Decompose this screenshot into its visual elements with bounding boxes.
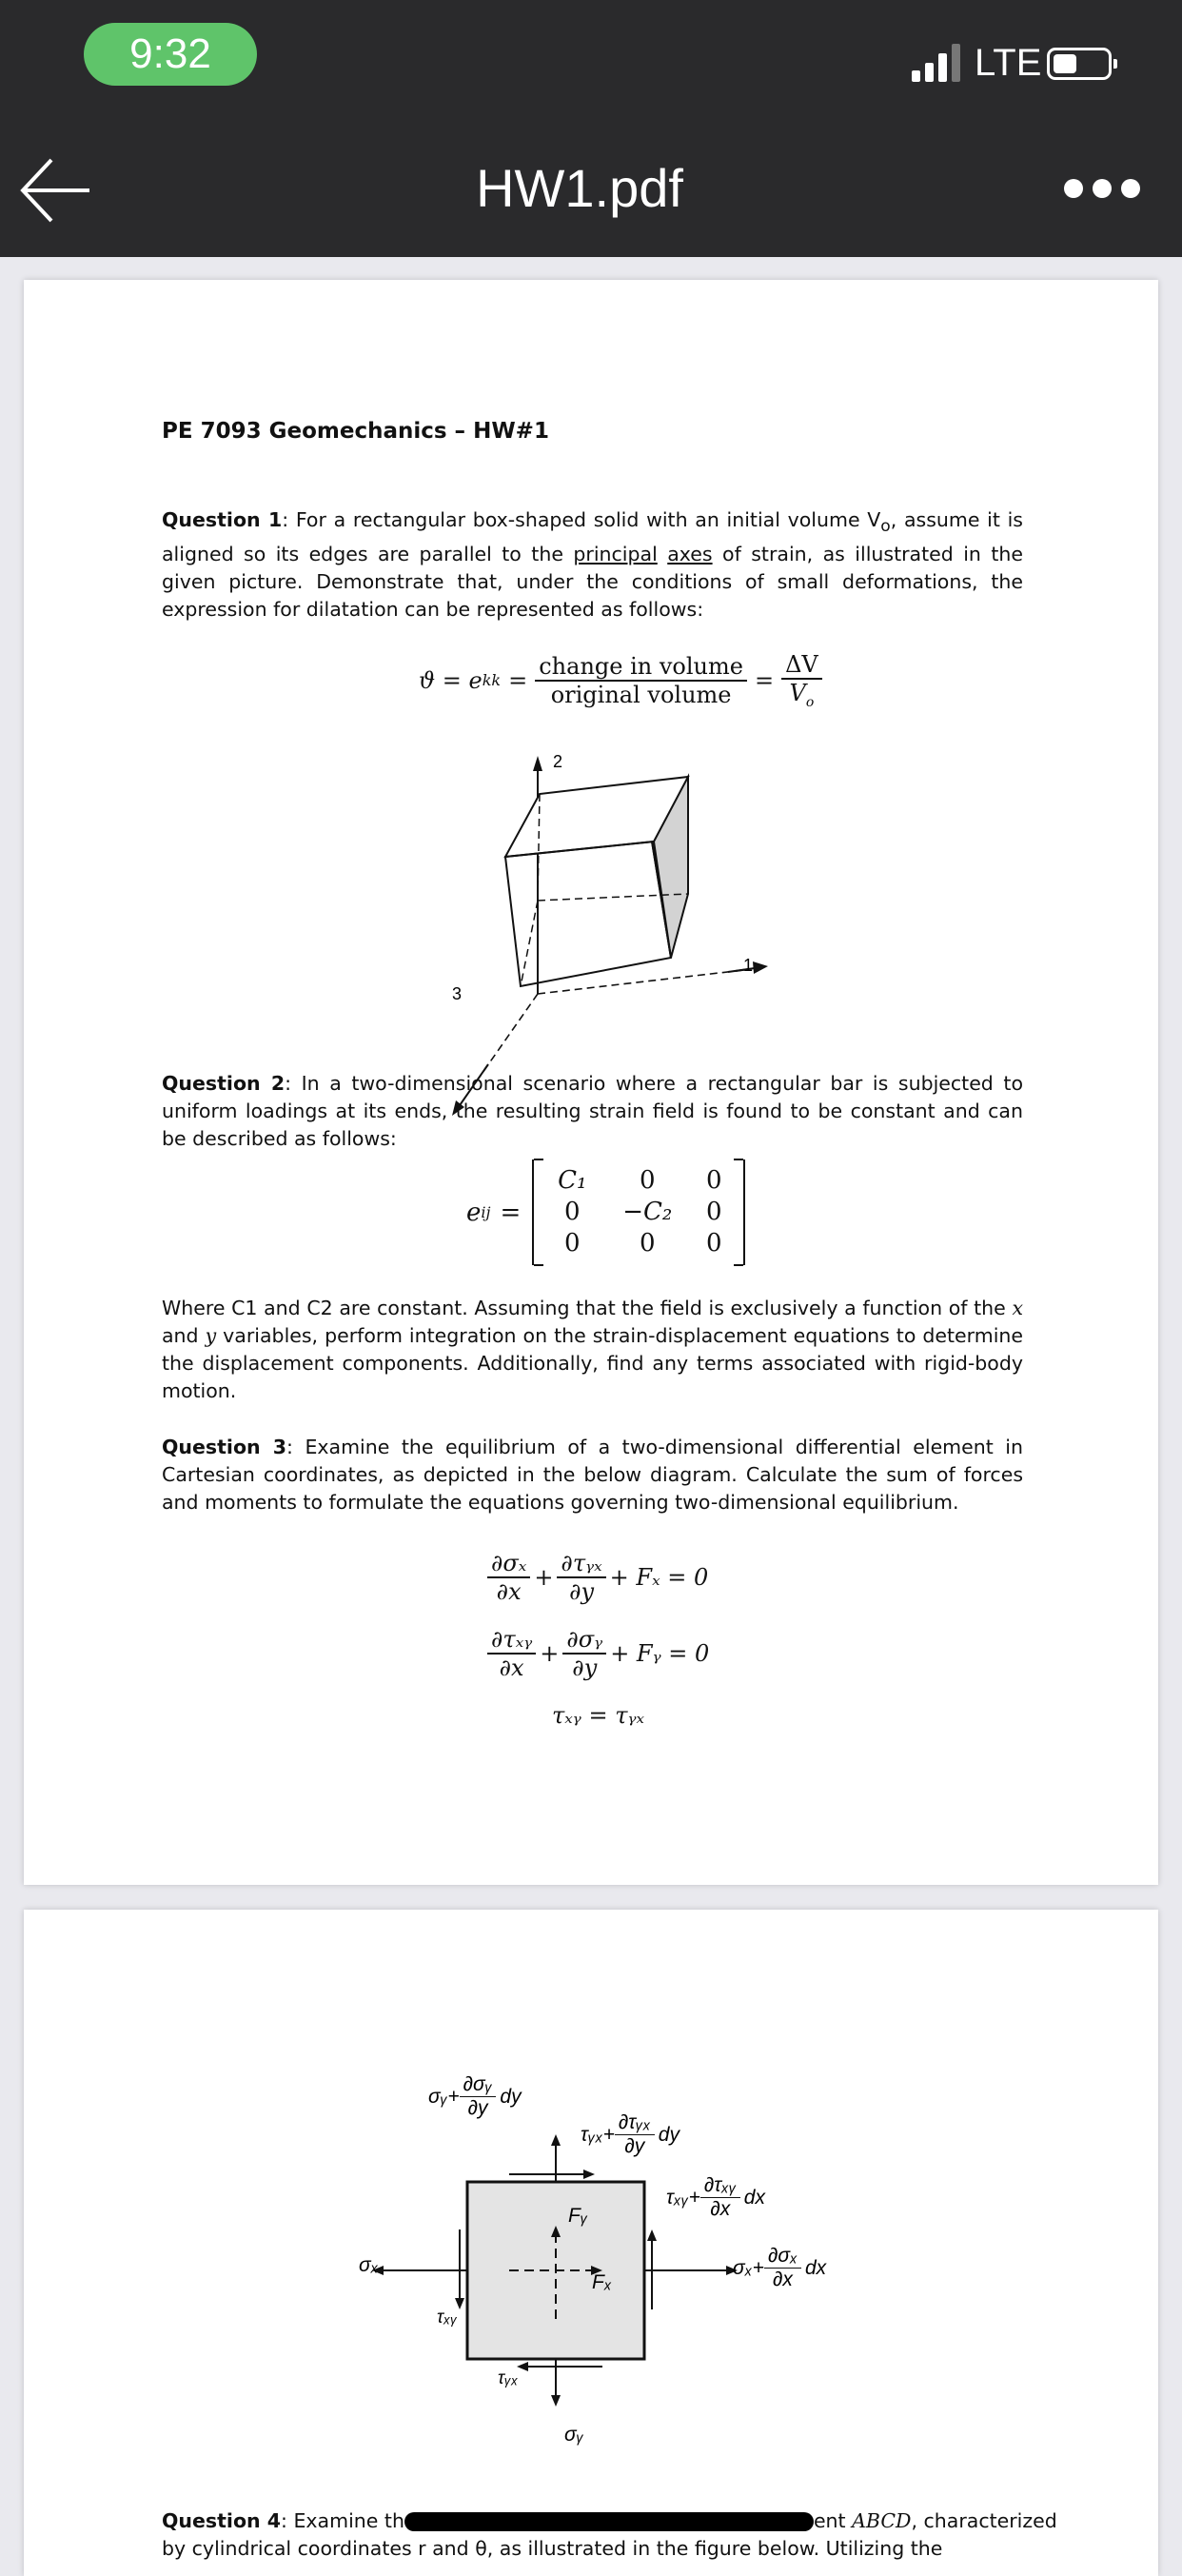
question-1-label: Question 1 [162,508,283,531]
top-shear-stress-label [581,2111,680,2158]
question-1-text [162,506,1023,624]
eq-lhs-sub: kk [482,671,502,690]
axis-1-label: 1 [743,956,754,975]
axes-link[interactable]: axes [667,543,713,566]
eq1-d2: ∂y [569,1578,595,1605]
delta-den-sub: o [805,694,815,710]
question-4-text [162,2507,1057,2563]
q2-x: x [1012,1297,1023,1319]
q1-text-c: of strain, as illustrated in the given picture. Demonstrate that, under the conditions of small deformations, the expression for dilatation can be represented as follows: [162,543,1023,622]
dilatation-equation: ϑ = e kk = $\frac{\text{change in volume}}{\text{original volume}}$ = $\frac{\Delta V}{V_o}$ [419,651,822,710]
strain-matrix-equation: e ij = C₁ 0 0 0 −C₂ 0 0 0 0 [466,1159,745,1265]
principal-link[interactable]: principal [573,543,658,566]
q1-text-a: : For a rectangular box-shaped solid with an initial volume V [282,508,881,531]
m13: 0 [705,1166,722,1195]
sx-d: dx [804,2256,827,2279]
q1-text-b: , assume it is aligned so its edges are parallel to the [162,508,1023,566]
eq2-n1: ∂τₓᵧ [487,1626,536,1655]
q4-abcd: ABCD [852,2509,912,2532]
q4-line-2: by cylindrical coordinates r and θ, as illustrated in the figure below. Utilizing the [162,2537,943,2560]
question-4-label: Question 4 [162,2509,282,2532]
q4-text-b: ent [813,2509,853,2532]
eq1-n2: ∂τᵧₓ [557,1550,605,1578]
battery-icon [1047,48,1112,80]
q1-sub-o: o [880,517,891,537]
time-pill[interactable] [84,23,257,86]
question-3-text [162,1434,1023,1516]
eq1-rest: + Fₓ = 0 [609,1564,709,1591]
equilibrium-equation-x: $\frac{\text{∂σₓ}}{\partial x}$ + $\frac{\text{∂τᵧₓ}}{\partial y}$ + Fₓ = 0 [487,1550,708,1605]
m22: −C₂ [622,1198,673,1226]
tyx-d: dy [658,2123,680,2146]
cellular-signal-icon [912,42,963,82]
tyx-top: τᵧₓ+ [581,2123,615,2146]
sx-num: ∂σₓ [764,2245,801,2269]
m11: C₁ [558,1166,587,1195]
q2-after-a: Where C1 and C2 are constant. Assuming that the field is exclusively a function of the [162,1297,1013,1319]
top-d: dy [500,2085,522,2108]
eq-lhs: ϑ = e [419,666,483,694]
document-title: HW1.pdf [476,158,683,218]
sx-den: ∂x [773,2269,793,2290]
matrix-lhs-sub: ij [481,1203,491,1221]
shear-symmetry-equation: τₓᵧ = τᵧₓ [552,1702,645,1729]
q4-text-c: , characterized [911,2509,1057,2532]
q3-text: : Examine the equilibrium of a two-dimensional differential element in Cartesian coordinates, as depicted in the below diagram. Calculate the sum of forces and moments to formulate the equations governing two-dimensional equilibrium. [162,1436,1023,1514]
clock-time: 9:32 [129,30,211,77]
txy-d: dx [743,2186,765,2209]
left-normal-stress-label: σₓ [359,2254,379,2276]
pdf-page-2 [24,1910,1158,2576]
tyx-den: ∂y [624,2135,645,2157]
txy-num: ∂τₓᵧ [700,2174,740,2198]
pdf-page-1 [24,280,1158,1885]
axis-3-label: 3 [452,984,463,1003]
question-3-label: Question 3 [162,1436,287,1458]
axis-2-label: 2 [553,752,563,771]
m21: 0 [563,1198,581,1226]
delta-fraction [781,651,822,710]
question-2-continuation [162,1295,1023,1405]
q2-text: : In a two-dimensional scenario where a rectangular bar is subjected to uniform loadings at its ends, the resulting strain field is found to be constant and can be described as follows: [162,1072,1023,1150]
sx-right: σₓ+ [733,2256,764,2279]
delta-num: ΔV [781,651,822,680]
question-2-label: Question 2 [162,1072,286,1095]
q2-after-b: variables, perform integration on the strain-displacement equations to determine the displacement components. Additionally, find any terms associated with rigid-body motion. [162,1324,1023,1402]
volume-fraction [535,653,747,708]
eq1-d1: ∂x [496,1578,522,1605]
delta-den: V [789,680,806,706]
more-dots-icon[interactable] [1064,173,1140,202]
right-normal-stress-label [733,2245,826,2291]
top-normal-stress-label [428,2073,522,2120]
q2-y: y [205,1324,217,1347]
question-2-text [162,1070,1023,1153]
m31: 0 [563,1229,581,1258]
tyx-num: ∂τᵧₓ [615,2111,655,2135]
txy-right: τₓᵧ+ [666,2186,700,2209]
navigation-bar [0,124,1182,257]
m32: 0 [639,1229,656,1258]
eq1-n1: ∂σₓ [487,1550,530,1578]
m12: 0 [639,1166,656,1195]
matrix-lhs: e [466,1198,482,1227]
q2-and: and [162,1324,206,1347]
strain-matrix [532,1159,745,1265]
top-den: ∂y [467,2097,488,2119]
eq2-d1: ∂x [499,1655,524,1681]
network-type: LTE [975,42,1042,84]
document-heading: PE 7093 Geomechanics – HW#1 [162,419,549,444]
bottom-shear-stress-label: τᵧₓ [498,2368,519,2388]
status-bar [0,0,1182,124]
frac-num: change in volume [535,653,747,682]
eq2-n2: ∂σᵧ [562,1626,606,1655]
equilibrium-equation-y: $\frac{\text{∂τₓᵧ}}{\partial x}$ + $\frac{\text{∂σᵧ}}{\partial y}$ + Fᵧ = 0 [487,1626,709,1681]
redaction-bar [404,2512,814,2531]
m23: 0 [705,1198,722,1226]
frac-den: original volume [550,681,732,708]
txy-den: ∂x [710,2198,731,2220]
body-force-x-label: Fₓ [592,2271,612,2293]
top-num: ∂σᵧ [460,2073,497,2097]
right-shear-stress-label [666,2174,765,2221]
bottom-normal-stress-label: σᵧ [564,2424,584,2446]
top-sigma: σᵧ+ [428,2085,460,2108]
body-force-y-label: Fᵧ [568,2205,588,2227]
m33: 0 [705,1229,722,1258]
eq2-d2: ∂y [572,1655,598,1681]
eq2-rest: + Fᵧ = 0 [610,1640,710,1667]
q4-text-a: : Examine th [281,2509,404,2532]
left-shear-stress-label: τₓᵧ [437,2308,458,2328]
